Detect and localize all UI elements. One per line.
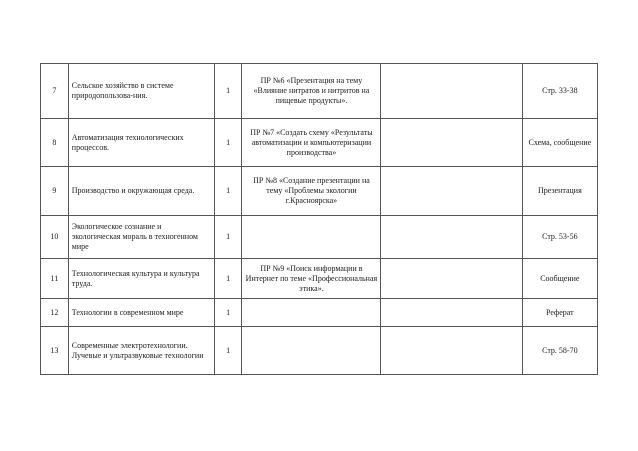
row-topic: Технологии в современном мире	[68, 299, 214, 327]
row-hours: 1	[214, 327, 242, 375]
row-number: 7	[41, 64, 69, 119]
row-practical-work	[242, 299, 381, 327]
row-empty-cell	[381, 216, 522, 259]
row-practical-work	[242, 216, 381, 259]
row-homework: Схема, сообщение	[522, 119, 597, 167]
lesson-plan-table	[40, 63, 598, 375]
row-empty-cell	[381, 64, 522, 119]
row-practical-work: ПР №8 «Создание презентации на тему «Проблемы экологии г.Красноярска»	[242, 167, 381, 216]
row-topic: Производство и окружающая среда.	[68, 167, 214, 216]
row-homework: Сообщение	[522, 259, 597, 299]
table-row	[41, 327, 598, 375]
row-topic: Сельское хозяйство в системе природопользова-ния.	[68, 64, 214, 119]
row-topic: Автоматизация технологических процессов.	[68, 119, 214, 167]
row-number: 12	[41, 299, 69, 327]
row-hours: 1	[214, 64, 242, 119]
row-number: 13	[41, 327, 69, 375]
row-number: 10	[41, 216, 69, 259]
row-practical-work: ПР №9 «Поиск информации в Интернет по теме «Профессиональная этика».	[242, 259, 381, 299]
row-hours: 1	[214, 216, 242, 259]
row-homework: Стр. 33-38	[522, 64, 597, 119]
table-row	[41, 119, 598, 167]
row-topic: Современные электротехнологии. Лучевые и ультразвуковые технологии	[68, 327, 214, 375]
row-practical-work	[242, 327, 381, 375]
row-practical-work: ПР №6 «Презентация на тему «Влияние нитратов и нитритов на пищевые продукты».	[242, 64, 381, 119]
row-homework: Реферат	[522, 299, 597, 327]
row-homework: Презентация	[522, 167, 597, 216]
row-homework: Стр. 53-56	[522, 216, 597, 259]
row-empty-cell	[381, 259, 522, 299]
row-empty-cell	[381, 299, 522, 327]
row-topic: Технологическая культура и культура труда.	[68, 259, 214, 299]
row-topic: Экологическое сознание и экологическая мораль в техногенном мире	[68, 216, 214, 259]
row-hours: 1	[214, 119, 242, 167]
row-empty-cell	[381, 167, 522, 216]
row-empty-cell	[381, 327, 522, 375]
table-row	[41, 299, 598, 327]
row-hours: 1	[214, 167, 242, 216]
row-hours: 1	[214, 259, 242, 299]
row-number: 9	[41, 167, 69, 216]
table-row	[41, 167, 598, 216]
row-number: 11	[41, 259, 69, 299]
row-homework: Стр. 58-70	[522, 327, 597, 375]
table-row	[41, 259, 598, 299]
row-hours: 1	[214, 299, 242, 327]
row-practical-work: ПР №7 «Создать схему «Результаты автоматизации и компьютеризации производства»	[242, 119, 381, 167]
row-number: 8	[41, 119, 69, 167]
table-row	[41, 64, 598, 119]
row-empty-cell	[381, 119, 522, 167]
table-row	[41, 216, 598, 259]
